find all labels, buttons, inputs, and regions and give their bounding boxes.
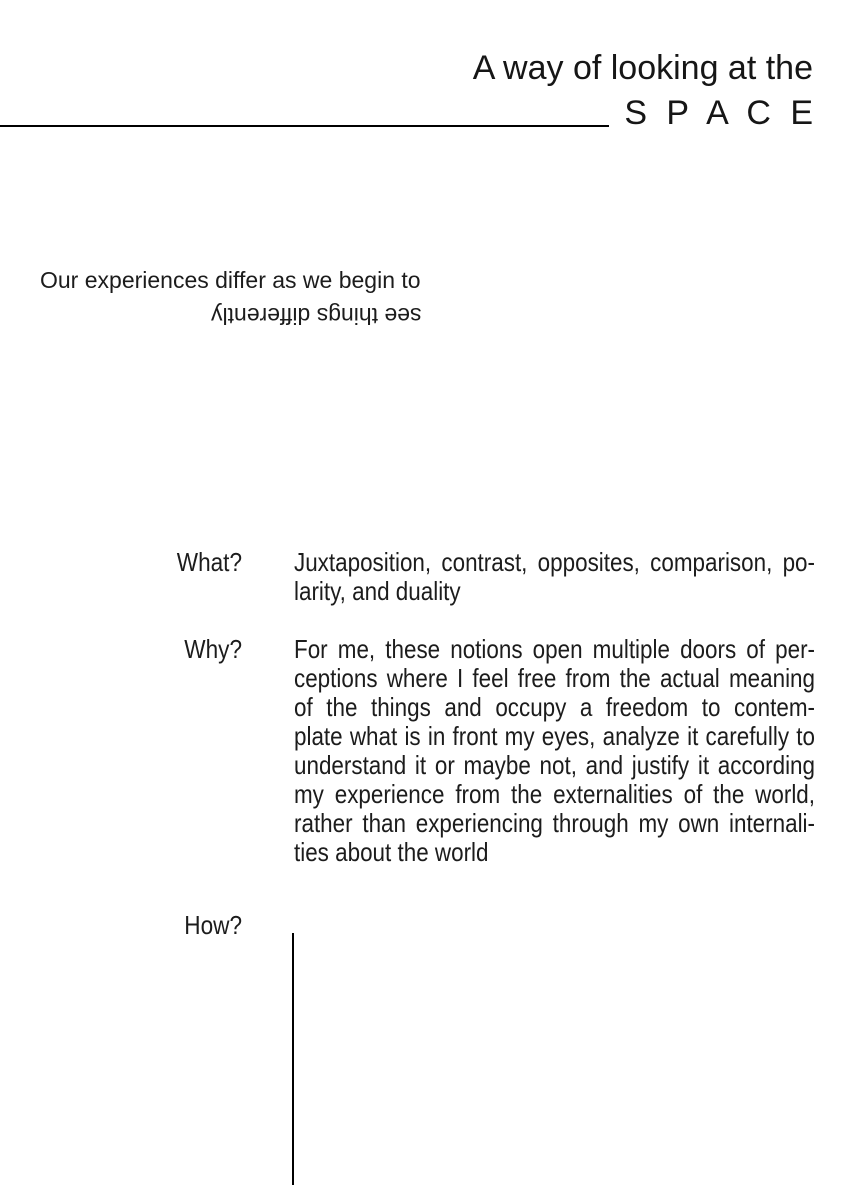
qa-body-line: larity, and duality [294,576,461,606]
qa-label-how: How? [184,910,242,940]
title-line-1: A way of looking at the [472,49,813,87]
title-line-2: S P A C E [624,94,818,132]
qa-body-line: For me, these notions open multiple doors of per- [294,634,816,664]
qa-body-what [294,548,815,606]
how-vertical-rule [292,933,294,1185]
qa-body-line: plate what is in front my eyes, analyze it carefully to [294,721,816,751]
qa-label-why: Why? [184,634,242,664]
page-title [472,46,818,136]
statement-line-rotated-wrap [40,298,422,333]
qa-body-line: my experience from the externalities of the world, [294,779,816,809]
qa-body-why [294,635,815,867]
qa-body-line: of the things and occupy a freedom to contem- [294,692,816,722]
header-horizontal-rule [0,125,609,127]
statement-line-rotated: see things differently [211,303,422,329]
qa-body-line: ceptions where I feel free from the actual meaning [294,663,816,693]
qa-body-line: ties about the world [294,837,489,867]
qa-body-line: rather than experiencing through my own internali- [294,808,816,838]
qa-label-what: What? [176,547,242,577]
statement-block [40,263,422,333]
qa-body-line: understand it or maybe not, and justify it according [294,750,816,780]
qa-body-line: Juxtaposition, contrast, opposites, comparison, po- [294,547,816,577]
statement-line-normal: Our experiences differ as we begin to [40,267,421,293]
